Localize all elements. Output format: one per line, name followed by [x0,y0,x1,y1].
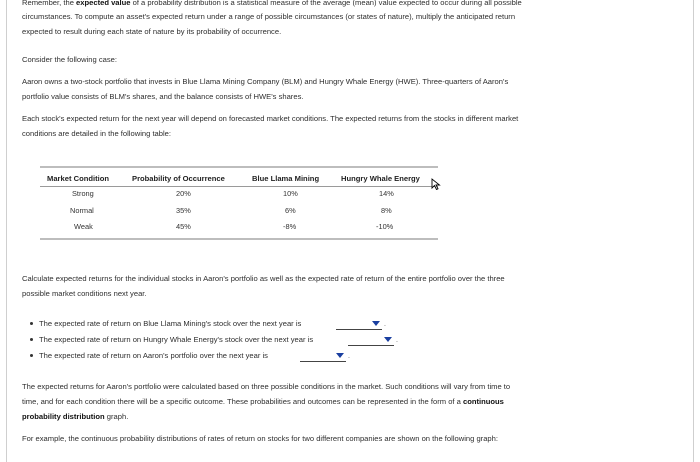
case-line-1: Aaron owns a two-stock portfolio that invests in Blue Llama Mining Company (BLM) and Hungry Whale Energy (HWE). Three-quarters of Aaron's [22,77,509,86]
calculate-line-2: possible market conditions next year. [22,289,147,298]
table-cell-hwe: 14% [379,189,394,198]
each-stock-line-2: conditions are detailed in the following table: [22,129,172,138]
portfolio-return-dropdown[interactable] [300,352,346,362]
table-cell-condition: Weak [74,222,93,231]
chevron-down-icon [372,321,380,326]
chevron-down-icon [384,337,392,342]
bullet-dot [30,322,33,325]
case-line-2: portfolio value consists of BLM's shares, and the balance consists of HWE's shares. [22,92,304,101]
note-line-3: probability distribution graph. [22,412,129,421]
table-cell-condition: Normal [70,206,94,215]
intro-line-1: Remember, the expected value of a probability distribution is a statistical measure of the average (mean) value expected to occur during all possible [22,0,522,7]
blm-return-dropdown[interactable] [336,320,382,330]
example-text: For example, the continuous probability distributions of rates of return on stocks for two different companies are shown on the following graph: [22,434,498,443]
each-stock-line-1: Each stock's expected return for the next year will depend on forecasted market conditions. The expected returns from the stocks in different market [22,114,519,123]
table-top-rule [40,166,438,168]
table-cell-blm: 6% [285,206,296,215]
bullet-suffix: . [348,353,350,360]
bullet-suffix: . [396,337,398,344]
note-line-2: time, and for each condition there will be a specific outcome. These probabilities and outcomes can be represented in the form of a continuous [22,397,504,406]
bullet-portfolio-return: The expected rate of return on Aaron's portfolio over the next year is [30,351,268,360]
table-header-rule [40,186,438,187]
header-market-condition: Market Condition [47,174,110,183]
note-line-1: The expected returns for Aaron's portfolio were calculated based on three possible conditions in the market. Such conditions will vary from time to [22,382,511,391]
header-hwe: Hungry Whale Energy [341,174,420,183]
bullet-dot [30,338,33,341]
table-cell-hwe: 8% [381,206,392,215]
bullet-suffix: . [384,321,386,328]
table-bottom-rule [40,238,438,240]
table-cell-blm: -8% [283,222,297,231]
header-blm: Blue Llama Mining [252,174,320,183]
mouse-cursor-icon [431,178,441,190]
intro-line-3: expected to result during each state of nature by its probability of occurrence. [22,27,282,36]
intro-line-2: circumstances. To compute an asset's expected return under a range of possible circumstances (or states of nature), multiply the anticipated return [22,12,516,21]
table-cell-blm: 10% [283,189,298,198]
hwe-return-dropdown[interactable] [348,336,394,346]
consider-text: Consider the following case: [22,55,117,64]
table-cell-condition: Strong [72,189,94,198]
table-cell-probability: 35% [176,206,191,215]
header-probability: Probability of Occurrence [132,174,225,183]
table-cell-probability: 20% [176,189,191,198]
chevron-down-icon [336,353,344,358]
table-cell-probability: 45% [176,222,191,231]
bullet-dot [30,354,33,357]
table-cell-hwe: -10% [376,222,394,231]
calculate-line-1: Calculate expected returns for the individual stocks in Aaron's portfolio as well as the expected rate of return of the entire portfolio over the three [22,274,505,283]
bullet-hwe-return: The expected rate of return on Hungry Whale Energy's stock over the next year is [30,335,313,344]
bullet-blm-return: The expected rate of return on Blue Llama Mining's stock over the next year is [30,319,301,328]
